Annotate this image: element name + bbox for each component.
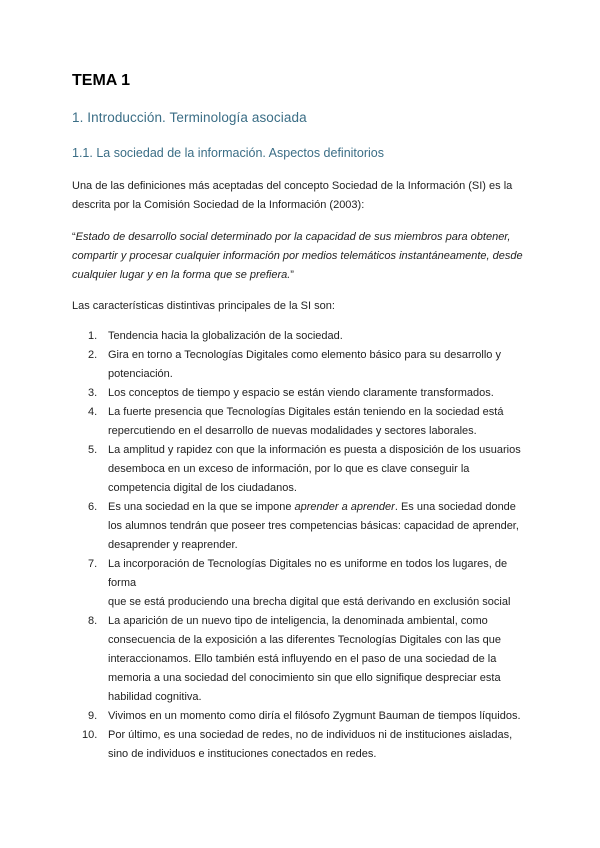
list-number: 9. bbox=[88, 710, 98, 722]
list-item-line: interaccionamos. Ello también está influyendo en el paso de una sociedad de la bbox=[108, 653, 497, 665]
list-item bbox=[72, 612, 534, 707]
subsection-heading: 1.1. La sociedad de la información. Aspectos definitorios bbox=[72, 146, 384, 160]
section-heading: 1. Introducción. Terminología asociada bbox=[72, 110, 307, 125]
list-item bbox=[72, 403, 534, 441]
list-item bbox=[72, 498, 534, 555]
list-number: 5. bbox=[88, 444, 98, 456]
list-item-line: Vivimos en un momento como diría el filósofo Zygmunt Bauman de tiempos líquidos. bbox=[108, 710, 521, 722]
list-item-line: que se está produciendo una brecha digital que está derivando en exclusión social bbox=[108, 596, 511, 608]
list-item-line: La aparición de un nuevo tipo de inteligencia, la denominada ambiental, como bbox=[108, 615, 488, 627]
list-intro: Las características distintivas principales de la SI son: bbox=[72, 300, 335, 312]
list-item bbox=[72, 726, 534, 764]
list-item bbox=[72, 346, 534, 384]
intro-line: Una de las definiciones más aceptadas del concepto Sociedad de la Información (SI) es la bbox=[72, 180, 513, 192]
definition-quote bbox=[72, 228, 534, 285]
document-title: TEMA 1 bbox=[72, 72, 131, 89]
list-item-line: sino de individuos e instituciones conectados en redes. bbox=[108, 748, 377, 760]
characteristics-list bbox=[72, 327, 534, 764]
list-item-line: La fuerte presencia que Tecnologías Digitales están teniendo en la sociedad está bbox=[108, 406, 504, 418]
quote-close-mark: ” bbox=[290, 269, 294, 281]
intro-line: descrita por la Comisión Sociedad de la Información (2003): bbox=[72, 199, 365, 211]
list-item bbox=[72, 384, 534, 403]
list-number: 10. bbox=[82, 729, 98, 741]
list-number: 1. bbox=[88, 330, 98, 342]
list-item-line: La incorporación de Tecnologías Digitales no es uniforme en todos los lugares, de bbox=[108, 558, 508, 570]
list-item bbox=[72, 555, 534, 612]
list-number: 3. bbox=[88, 387, 98, 399]
list-number: 8. bbox=[88, 615, 98, 627]
list-number: 2. bbox=[88, 349, 98, 361]
list-item bbox=[72, 441, 534, 498]
list-item-line: consecuencia de la exposición a las diferentes Tecnologías Digitales con las que bbox=[108, 634, 501, 646]
emphasis-text: aprender a aprender bbox=[294, 501, 395, 513]
list-item-line: desaprender y reaprender. bbox=[108, 539, 238, 551]
list-item-line: habilidad cognitiva. bbox=[108, 691, 202, 703]
list-item bbox=[72, 327, 534, 346]
intro-paragraph bbox=[72, 177, 534, 215]
list-item-line: desemboca en un exceso de información, por lo que es clave conseguir la bbox=[108, 463, 470, 475]
list-item-line: La amplitud y rapidez con que la información es puesta a disposición de los usuarios bbox=[108, 444, 521, 456]
quote-line: Estado de desarrollo social determinado por la capacidad de sus miembros para obtener, bbox=[75, 231, 511, 243]
quote-open-mark: “ bbox=[72, 231, 76, 243]
list-item-line: Por último, es una sociedad de redes, no de individuos ni de instituciones aisladas, bbox=[108, 729, 513, 741]
list-number: 6. bbox=[88, 501, 98, 513]
quote-line: compartir y procesar cualquier información por medios telemáticos instantáneamente, desde bbox=[72, 250, 523, 262]
list-number: 4. bbox=[88, 406, 98, 418]
list-number: 7. bbox=[88, 558, 98, 570]
list-item-line: memoria a una sociedad del conocimiento sin que ello signifique despreciar esta bbox=[108, 672, 501, 684]
list-item-line: repercutiendo en el desarrollo de nuevas modalidades y sectores laborales. bbox=[108, 425, 477, 437]
list-item bbox=[72, 707, 534, 726]
list-item-line: los alumnos tendrán que poseer tres competencias básicas: capacidad de aprender, bbox=[108, 520, 519, 532]
list-item-line: forma bbox=[108, 577, 137, 589]
list-item-line: Gira en torno a Tecnologías Digitales como elemento básico para su desarrollo y bbox=[108, 349, 501, 361]
list-item-text: . Es una sociedad donde bbox=[394, 501, 516, 513]
list-item-text: Es una sociedad en la que se impone bbox=[108, 501, 295, 513]
list-item-line: Tendencia hacia la globalización de la sociedad. bbox=[108, 330, 343, 342]
list-item-line: Los conceptos de tiempo y espacio se están viendo claramente transformados. bbox=[108, 387, 494, 399]
list-item-line: potenciación. bbox=[108, 368, 173, 380]
quote-line: cualquier lugar y en la forma que se prefiera. bbox=[72, 269, 291, 281]
list-item-line bbox=[108, 498, 534, 517]
list-item-line: competencia digital de los ciudadanos. bbox=[108, 482, 297, 494]
